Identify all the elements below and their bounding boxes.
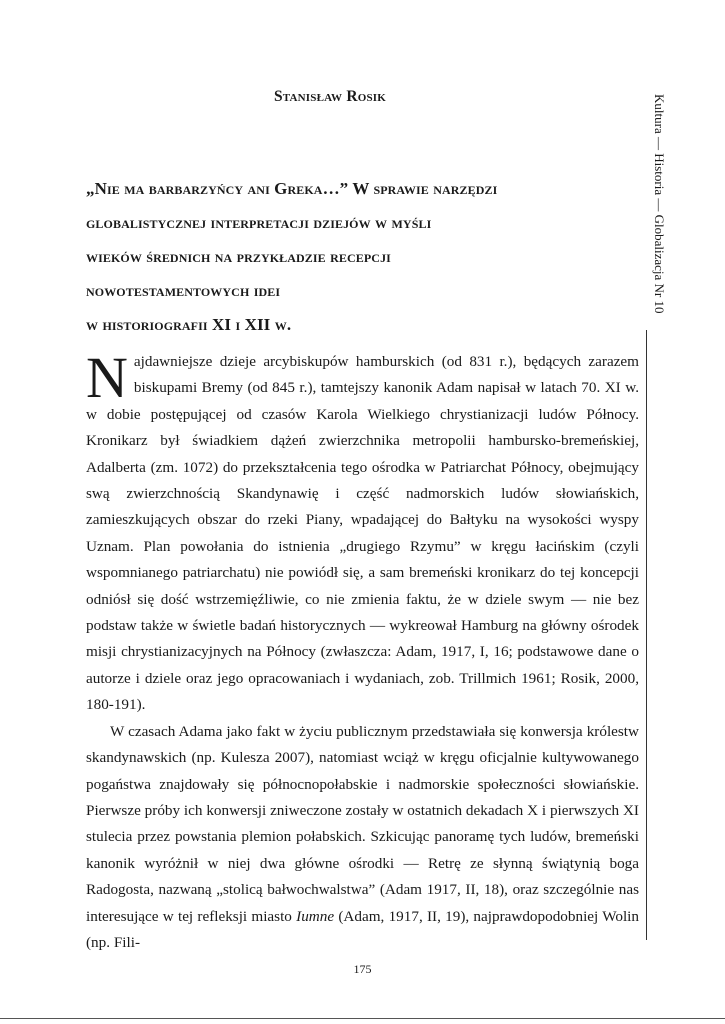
drop-cap: N [86,345,128,410]
article-title [86,172,626,342]
paragraph-1 [86,345,639,719]
title-line: „Nie ma barbarzyńcy ani Greka…” W sprawie narzędzi [86,179,498,198]
bottom-rule [0,1018,725,1019]
title-line: w historiografii XI i XII w. [86,315,292,334]
paragraph-2-italic: Iumne [296,907,335,925]
running-head: Kultura — Historia — Globalizacja Nr 10 [652,94,667,314]
title-line: globalistycznej interpretacji dziejów w myśli [86,213,432,232]
paragraph-2-text-after: (Adam, 1917, II, 19), najprawdopodobniej Wolin (np. Fili- [86,907,639,951]
vertical-rule [646,330,647,940]
author-name: Stanisław Rosik [273,88,387,105]
title-line: nowotestamentowych idei [86,281,281,300]
paragraph-1-text: ajdawniejsze dzieje arcybiskupów hamburskich (od 831 r.), będących zarazem biskupami Bremy (od 845 r.), tamtejszy kanonik Adam napisał w latach 70. XI w. w dobie postępującej od czasów Karola Wielkiego chrystianizacji ludów Północy. Kronikarz był świadkiem dążeń zwierzchnika metropolii hambursko-bremeńskiej, Adalberta (zm. 1072) do przekształcenia tego ośrodka w Patriarchat Północy, obejmujący swą zwierzchnością Skandynawię i część nadmorskich ludów słowiańskich, zamieszkujących obszar do rzeki Piany, wpadającej do Bałtyku na wysokości wyspy Uznam. Plan powołania do istnienia „drugiego Rzymu” w kręgu łacińskim (czyli wspomnianego patriarchatu) nie powiódł się, a sam bremeński kronikarz do tej koncepcji odniósł się dość wstrzemięźliwie, co nie zmienia faktu, że w dziele swym — nie bez podstaw także w świetle badań historycznych — wykreował Hamburg na główny ośrodek misji chrystianizacyjnych na Północy (zwłaszcza: Adam, 1917, I, 16; podstawowe dane o autorze i dziele oraz jego opracowaniach i wydaniach, zob. Trillmich 1961; Rosik, 2000, 180-191). [86,353,639,714]
paragraph-2 [86,719,639,957]
title-line: wieków średnich na przykładzie recepcji [86,247,391,266]
page-number: 175 [353,962,372,976]
paragraph-2-text-before: W czasach Adama jako fakt w życiu publicznym przedstawiała się konwersja królestw skandynawskich (np. Kulesza 2007), natomiast wciąż w kręgu oficjalnie kultywowanego pogaństwa znajdowały się północnopołabskie i nadmorskie społeczności słowiańskie. Pierwsze próby ich konwersji zniweczone zostały w ostatnich dekadach X i pierwszych XI stulecia przez powstania plemion połabskich. Szkicując panoramę tych ludów, bremeński kanonik wyróżnił w niej dwa główne ośrodki — Retrę ze słynną świątynią boga Radogosta, nazwaną „stolicą bałwochwalstwa” (Adam 1917, II, 18), oraz szczególnie nas interesujące w tej refleksji miasto [86,722,639,925]
article-body [86,345,639,956]
